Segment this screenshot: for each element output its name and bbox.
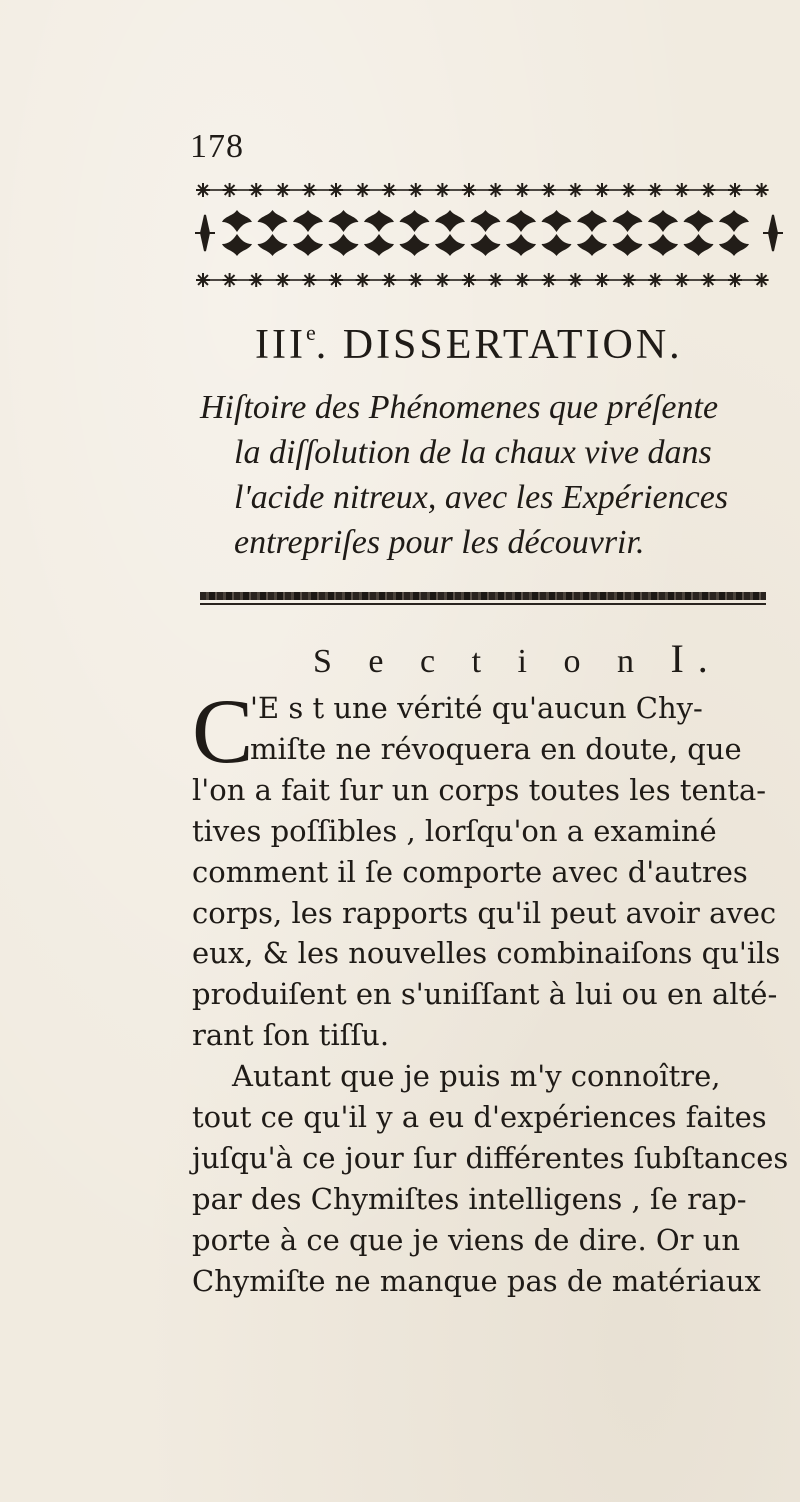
page-number: 178 bbox=[190, 128, 244, 165]
decorative-rule-thin bbox=[200, 603, 766, 605]
subtitle-line: entrepriſes pour les découvrir. bbox=[234, 524, 645, 561]
section-numeral: I. bbox=[670, 636, 722, 681]
text-line: porte à ce que je viens de dire. Or un bbox=[192, 1222, 741, 1257]
subtitle-line: l'acide nitreux, avec les Expériences bbox=[234, 479, 729, 516]
subtitle-line: la diſſolution de la chaux vive dans bbox=[234, 434, 712, 471]
fleuron-band-ornament-icon bbox=[195, 178, 785, 298]
text-line: 'E s t une vérité qu'aucun Chy- bbox=[250, 691, 703, 725]
text-line: corps, les rapports qu'il peut avoir avec bbox=[192, 895, 777, 930]
subtitle-line: Hiſtoire des Phénomenes que préſente bbox=[200, 389, 719, 426]
body-text bbox=[192, 680, 789, 1302]
text-line: tives poſſibles , lorſqu'on a examiné bbox=[192, 813, 717, 848]
text-line: Autant que je puis m'y connoître, bbox=[232, 1059, 721, 1094]
text-line: juſqu'à ce jour ſur différentes ſubſtances bbox=[192, 1140, 789, 1175]
dissertation-heading bbox=[255, 320, 683, 369]
text-line: par des Chymiſtes intelligens , ſe rap- bbox=[192, 1181, 747, 1216]
text-line: miſte ne révoquera en doute, que bbox=[250, 731, 742, 766]
text-line: rant ſon tiſſu. bbox=[192, 1018, 390, 1053]
section-label: S e c t i o n bbox=[313, 643, 648, 680]
text-line: Chymiſte ne manque pas de matériaux bbox=[192, 1263, 761, 1298]
text-line: produiſent en s'uniſſant à lui ou en alté- bbox=[192, 977, 778, 1012]
section-heading bbox=[313, 635, 722, 682]
heading-superscript: e bbox=[305, 320, 316, 345]
text-line: l'on a fait ſur un corps toutes les tenta- bbox=[192, 772, 767, 807]
dissertation-subtitle bbox=[200, 385, 780, 565]
decorative-rule bbox=[200, 592, 766, 600]
drop-cap: C bbox=[192, 680, 254, 782]
text-line: comment il ſe comporte avec d'autres bbox=[192, 854, 748, 889]
heading-title: . DISSERTATION. bbox=[315, 322, 683, 368]
heading-numeral: III bbox=[255, 322, 306, 368]
text-line: tout ce qu'il y a eu d'expériences faites bbox=[192, 1100, 767, 1135]
text-line: eux, & les nouvelles combinaiſons qu'ils bbox=[192, 936, 781, 971]
